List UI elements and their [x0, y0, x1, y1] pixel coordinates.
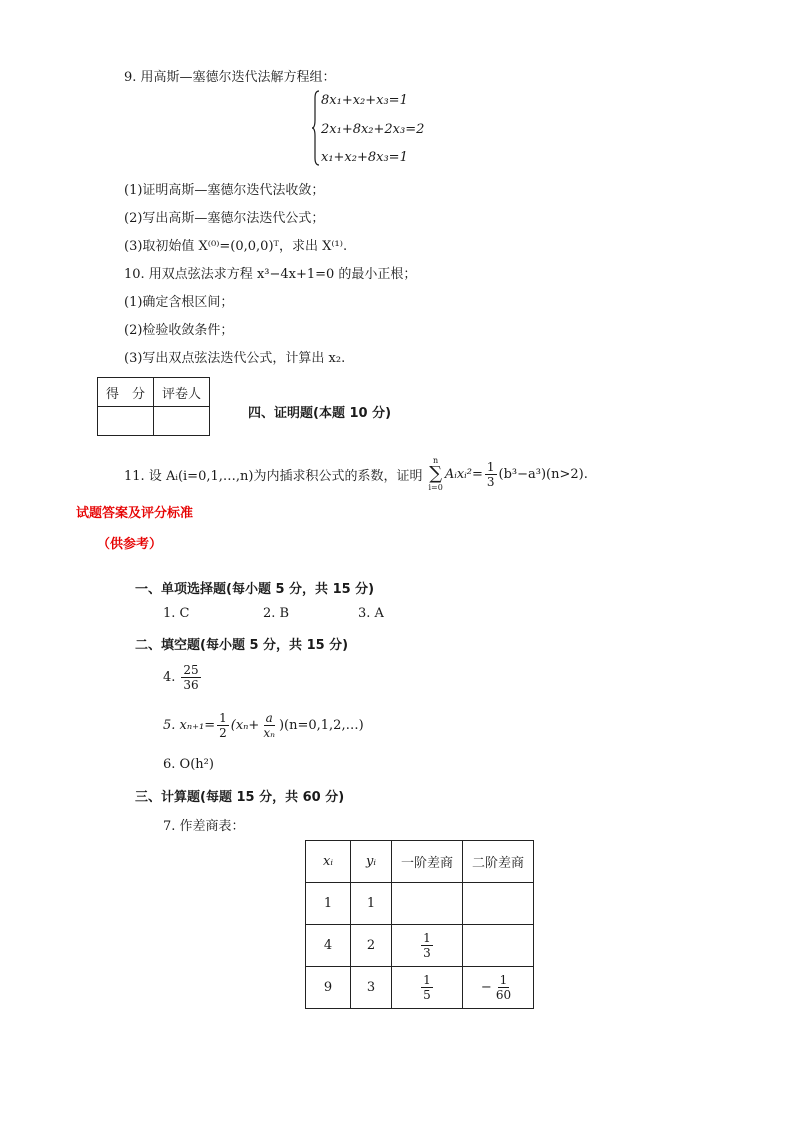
answer-1: 1. C — [163, 606, 190, 621]
answers-title: 试题答案及评分标准 — [76, 506, 194, 521]
first-order-fraction: $\frac{1}{3}$ — [423, 931, 431, 960]
answer-7-lead: 7. 作差商表： — [163, 819, 245, 834]
q11-tail: (b³−a³)(n>2). — [498, 466, 588, 482]
q9-equation-3: x₁+x₂+8x₃=1 — [321, 150, 408, 165]
score-header: 得 分 — [98, 378, 154, 407]
table-row: 9 3 $\frac{1}{5}$ − $\frac{1}{60}$ — [306, 967, 534, 1009]
q9-part-2: (2)写出高斯—塞德尔法迭代公式； — [124, 211, 325, 226]
score-box — [97, 377, 210, 436]
q10-part-1: (1)确定含根区间； — [124, 295, 234, 310]
first-order-fraction: $\frac{1}{5}$ — [423, 973, 431, 1002]
left-brace-icon — [312, 90, 320, 166]
q9-title: 9. 用高斯—塞德尔迭代法解方程组： — [124, 70, 336, 85]
q11-lead: 11. 设 Aᵢ(i=0,1,…,n)为内插求积公式的系数，证明 — [124, 468, 423, 484]
answer-4-fraction: $\frac{25}{36}$ — [183, 663, 199, 692]
q9-equation-2: 2x₁+8x₂+2x₃=2 — [321, 122, 425, 137]
second-order-fraction: $\frac{1}{60}$ — [495, 973, 512, 1002]
table-row: 1 1 — [306, 883, 534, 925]
section-1-title: 一、单项选择题(每小题 5 分，共 15 分) — [135, 582, 375, 597]
q9-part-1: (1)证明高斯—塞德尔迭代法收敛； — [124, 183, 325, 198]
section-4-title: 四、证明题(本题 10 分) — [248, 406, 392, 421]
table-row: 4 2 $\frac{1}{3}$ — [306, 925, 534, 967]
score-cell — [98, 407, 154, 436]
answer-2: 2. B — [263, 606, 290, 621]
section-3-title: 三、计算题(每题 15 分，共 60 分) — [135, 790, 345, 805]
answers-subtitle: （供参考） — [97, 537, 163, 552]
header-second-order: 二阶差商 — [463, 841, 534, 883]
header-y: yᵢ — [351, 841, 392, 883]
sum-lower: i=0 — [428, 483, 443, 492]
answer-4: 4. $\frac{25}{36}$ — [163, 663, 199, 692]
summation-icon: n ∑ i=0 — [428, 456, 443, 492]
q10-title: 10. 用双点弦法求方程 x³−4x+1=0 的最小正根； — [124, 267, 417, 282]
q11-statement — [124, 456, 588, 492]
q11-term: Aᵢxᵢ²= — [444, 466, 483, 482]
grader-header: 评卷人 — [154, 378, 210, 407]
difference-table — [305, 840, 534, 1009]
section-2-title: 二、填空题(每小题 5 分，共 15 分) — [135, 638, 349, 653]
answer-5: 5. xₙ₊₁= $\frac{1}{2}$ (xₙ+ $\frac{a}{\text{xₙ}}$ )(n=0,1,2,…) — [163, 711, 364, 740]
answer-3: 3. A — [358, 606, 384, 621]
q10-part-2: (2)检验收敛条件； — [124, 323, 234, 338]
q9-equation-1: 8x₁+x₂+x₃=1 — [321, 93, 408, 108]
header-x: xᵢ — [306, 841, 351, 883]
sum-upper: n — [433, 456, 439, 465]
answer-6: 6. O(h²) — [163, 757, 214, 772]
header-first-order: 一阶差商 — [392, 841, 463, 883]
q9-part-3: (3)取初始值 X⁽⁰⁾=(0,0,0)ᵀ，求出 X⁽¹⁾. — [124, 239, 348, 254]
q10-part-3: (3)写出双点弦法迭代公式，计算出 x₂. — [124, 351, 346, 366]
grader-cell — [154, 407, 210, 436]
q11-fraction: $\frac{1}{3}$ — [486, 459, 495, 489]
